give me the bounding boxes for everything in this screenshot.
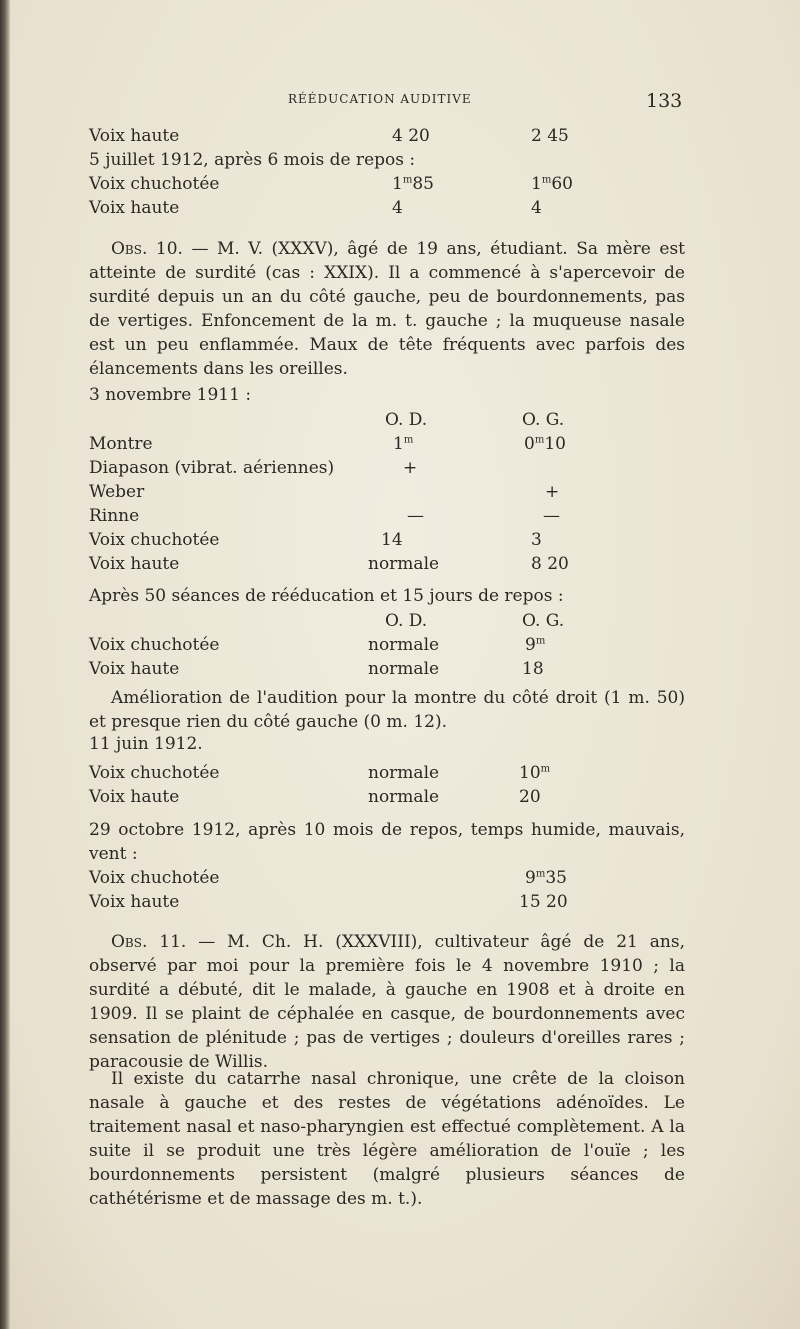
value: 15 20: [519, 892, 568, 912]
value: 18: [522, 659, 544, 679]
value: normale: [368, 659, 440, 679]
page-number: 133: [646, 90, 683, 112]
value: 14: [381, 530, 403, 550]
row-label: Montre: [89, 434, 153, 454]
row-label: Voix chuchotée: [89, 174, 220, 194]
row-label: Voix haute: [89, 787, 180, 807]
value: normale: [368, 763, 440, 783]
value: normale: [368, 554, 440, 574]
value: 9$^m$35: [525, 868, 567, 888]
value: —: [543, 506, 560, 526]
value: +: [545, 482, 560, 502]
value: +: [403, 458, 418, 478]
value: 1$^m$: [393, 434, 414, 454]
row-label: Voix chuchotée: [89, 868, 220, 888]
value: 4 20: [392, 126, 430, 146]
row-label: Voix chuchotée: [89, 530, 220, 550]
observation-11-paragraph-2: Il existe du catarrhe nasal chronique, une crête de la cloison nasale à gauche et des restes de végétations adénoïdes. Le traitement nasal et naso-pharyngien est effectué complètement. A la suite il se produit une très légère amélioration de l'ouïe ; les bourdonnements persistent (malgré plusieurs séances de cathétérisme et de massage des m. t.).: [89, 1069, 685, 1209]
table2-intro: Après 50 séances de rééducation et 15 jours de repos :: [89, 586, 564, 606]
value: 1$^m$85: [392, 174, 434, 194]
value: 4: [392, 198, 403, 218]
column-header-og: O. G.: [522, 410, 565, 430]
value: —: [407, 506, 424, 526]
row-label: Voix haute: [89, 198, 180, 218]
row-label: Voix haute: [89, 892, 180, 912]
row-label: Voix haute: [89, 554, 180, 574]
table1-date: 3 novembre 1911 :: [89, 385, 252, 405]
amelioration-paragraph: Amélioration de l'audition pour la montre du côté droit (1 m. 50) et presque rien du côté gauche (0 m. 12).: [89, 688, 685, 732]
value: 4: [531, 198, 542, 218]
observation-11: Obs. 11. — M. Ch. H. (XXXVIII), cultivateur âgé de 21 ans, observé par moi pour la première fois le 4 novembre 1910 ; la surdité a débuté, dit le malade, à gauche en 1908 et à droite en 1909. Il se plaint de céphalée en casque, de bourdonnements avec sensation de plénitude ; pas de vertiges ; douleurs d'oreilles rares ; paracousie de Willis.: [89, 932, 685, 1072]
value: normale: [368, 635, 440, 655]
value: 9$^m$: [525, 635, 546, 655]
october-paragraph: 29 octobre 1912, après 10 mois de repos, temps humide, mauvais, vent :: [89, 820, 685, 864]
value: 0$^m$10: [524, 434, 566, 454]
column-header-od: O. D.: [385, 410, 428, 430]
value: 10$^m$: [519, 763, 551, 783]
column-header-od: O. D.: [385, 611, 428, 631]
row-label: Voix haute: [89, 659, 180, 679]
column-header-og: O. G.: [522, 611, 565, 631]
running-head: RÉÉDUCATION AUDITIVE: [288, 92, 472, 106]
book-spine-shadow: [0, 0, 10, 1329]
row-label: Rinne: [89, 506, 140, 526]
value: 1$^m$60: [531, 174, 573, 194]
observation-10: Obs. 10. — M. V. (XXXV), âgé de 19 ans, étudiant. Sa mère est atteinte de surdité (cas : XXIX). Il a commencé à s'apercevoir de surdité depuis un an du côté gauche, peu de bourdonnements, pas de vertiges. Enfoncement de la m. t. gauche ; la muqueuse nasale est un peu enflammée. Maux de tête fréquents avec parfois des élancements dans les oreilles.: [89, 239, 685, 379]
table3-date: 11 juin 1912.: [89, 734, 203, 754]
value: normale: [368, 787, 440, 807]
row-label: Weber: [89, 482, 145, 502]
row-label: Voix chuchotée: [89, 635, 220, 655]
value: 2 45: [531, 126, 569, 146]
row-label: Voix chuchotée: [89, 763, 220, 783]
date-line: 5 juillet 1912, après 6 mois de repos :: [89, 150, 416, 170]
row-label: Diapason (vibrat. aériennes): [89, 458, 335, 478]
row-label: Voix haute: [89, 126, 180, 146]
value: 20: [519, 787, 541, 807]
value: 3: [531, 530, 542, 550]
value: 8 20: [531, 554, 569, 574]
